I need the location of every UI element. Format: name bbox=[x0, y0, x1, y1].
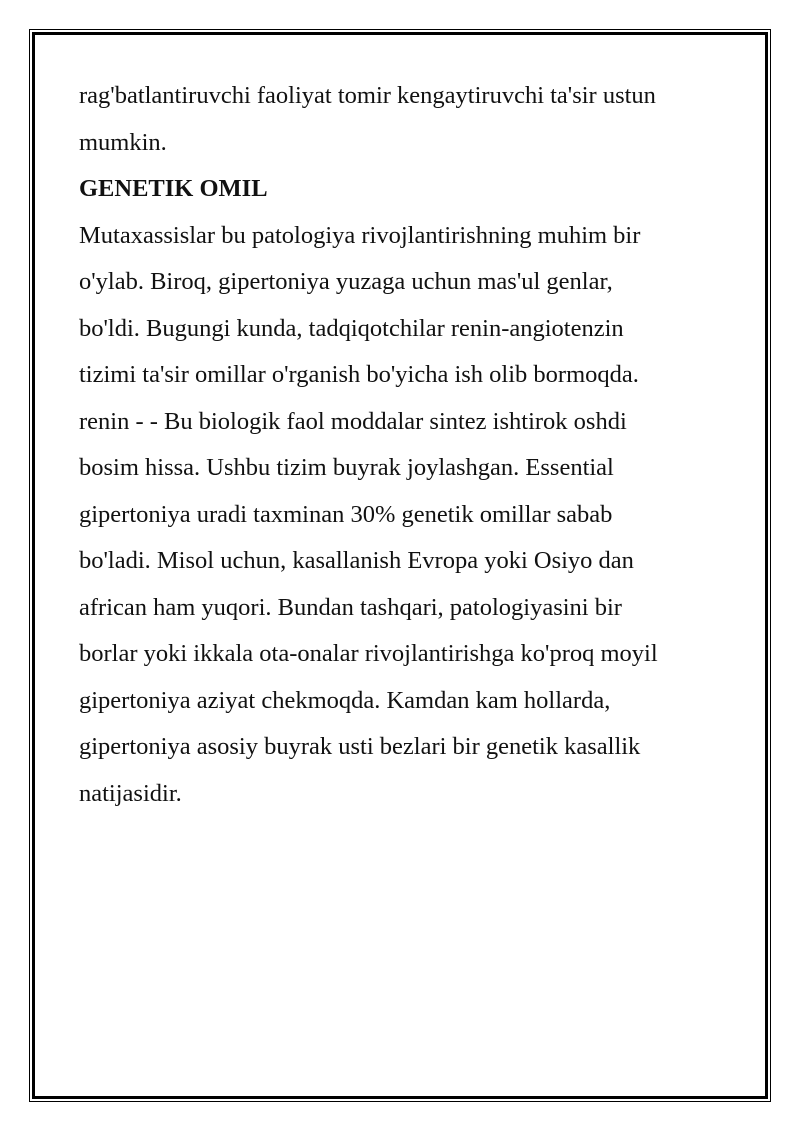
text-line: bo'ladi. Misol uchun, kasallanish Evropa yoki Osiyo dan bbox=[79, 547, 634, 574]
section-heading: GENETIK OMIL bbox=[79, 175, 268, 202]
text-line: natijasidir. bbox=[79, 779, 182, 807]
text-line: Mutaxassislar bu patologiya rivojlantirishning muhim bir bbox=[79, 221, 641, 249]
page-border bbox=[32, 32, 768, 1099]
text-line: tizimi ta'sir omillar o'rganish bo'yicha ish olib bormoqda. bbox=[79, 361, 639, 388]
text-line: gipertoniya aziyat chekmoqda. Kamdan kam hollarda, bbox=[79, 686, 611, 714]
text-line: o'ylab. Biroq, gipertoniya yuzaga uchun mas'ul genlar, bbox=[79, 268, 613, 295]
text-line: gipertoniya asosiy buyrak usti bezlari bir genetik kasallik bbox=[79, 733, 641, 760]
text-line: renin - - Bu biologik faol moddalar sintez ishtirok oshdi bbox=[79, 407, 627, 435]
text-line: bosim hissa. Ushbu tizim buyrak joylashgan. Essential bbox=[79, 454, 614, 481]
text-line: rag'batlantiruvchi faoliyat tomir kengaytiruvchi ta'sir ustun bbox=[79, 82, 656, 109]
document-body bbox=[79, 73, 739, 817]
text-line: borlar yoki ikkala ota-onalar rivojlantirishga ko'proq moyil bbox=[79, 640, 658, 667]
text-line: gipertoniya uradi taxminan 30% genetik omillar sabab bbox=[79, 500, 613, 528]
text-line: mumkin. bbox=[79, 128, 167, 156]
text-line: bo'ldi. Bugungi kunda, tadqiqotchilar renin-angiotenzin bbox=[79, 314, 624, 342]
text-line: african ham yuqori. Bundan tashqari, patologiyasini bir bbox=[79, 593, 622, 621]
